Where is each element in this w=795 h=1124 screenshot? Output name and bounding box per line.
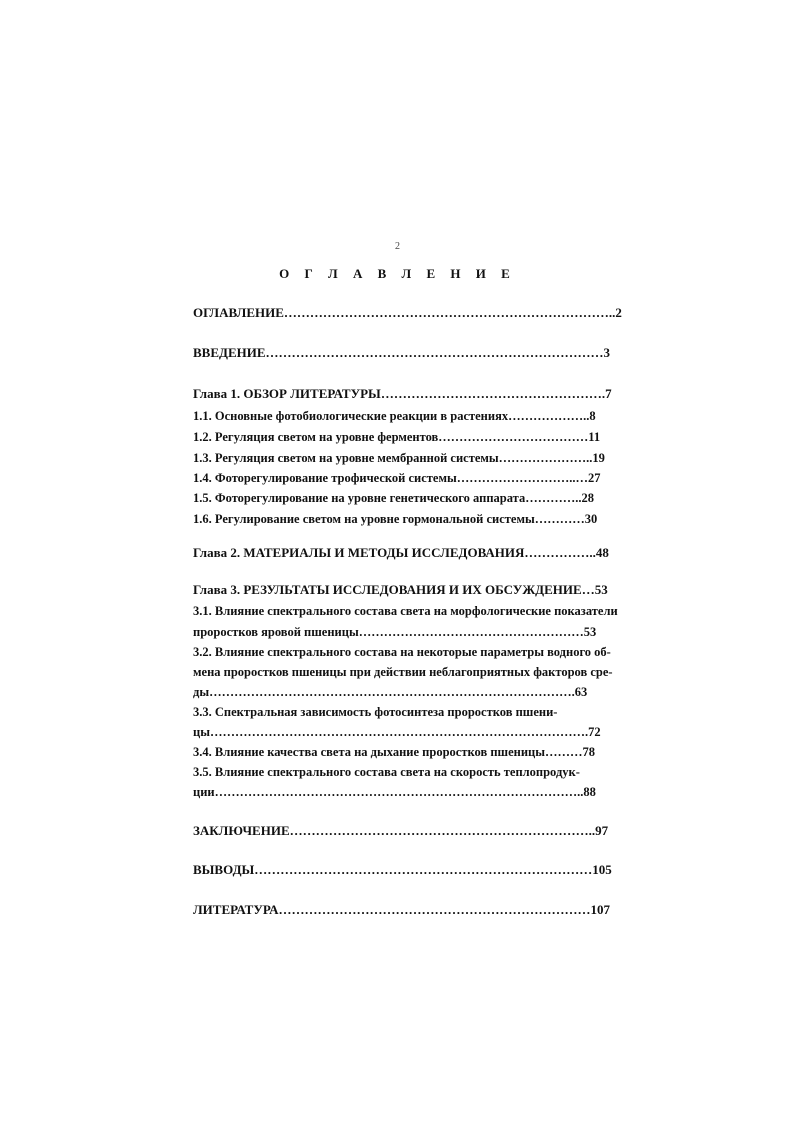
toc-entry-introduction: ВВЕДЕНИЕ……………………………………………………………………3 [193,345,611,360]
toc-entry-3-5-line-2: ции……………………………………………………………………………..88 [193,785,596,799]
toc-entry-1-5: 1.5. Фоторегулирование на уровне генетического аппарата…………..28 [193,491,594,505]
toc-entry-chapter-1: Глава 1. ОБЗОР ЛИТЕРАТУРЫ…………………………………………….7 [193,386,612,401]
toc-entry-chapter-3: Глава 3. РЕЗУЛЬТАТЫ ИССЛЕДОВАНИЯ И ИХ ОБСУЖДЕНИЕ…53 [193,582,608,597]
toc-entry-conclusion: ЗАКЛЮЧЕНИЕ……………………………………………………………..97 [193,823,609,838]
toc-entry-3-5-line-1: 3.5. Влияние спектрального состава света на скорость теплопродук- [193,765,580,779]
toc-entry-3-3-line-1: 3.3. Спектральная зависимость фотосинтеза проростков пшени- [193,705,558,719]
toc-entry-chapter-2: Глава 2. МАТЕРИАЛЫ И МЕТОДЫ ИССЛЕДОВАНИЯ……………..48 [193,545,609,560]
toc-entry-3-2-line-1: 3.2. Влияние спектрального состава на некоторые параметры водного об- [193,645,611,659]
page-number: 2 [395,241,400,252]
toc-entry-1-2: 1.2. Регуляция светом на уровне ферментов………………………………11 [193,430,601,444]
toc-entry-1-1: 1.1. Основные фотобиологические реакции в растениях………………..8 [193,409,596,423]
toc-entry-1-6: 1.6. Регулирование светом на уровне гормональной системы…………30 [193,512,598,526]
toc-entry-1-4: 1.4. Фоторегулирование трофической системы………………………..…27 [193,471,601,485]
toc-entry-findings: ВЫВОДЫ……………………………………………………………………105 [193,862,612,877]
toc-entry-references: ЛИТЕРАТУРА………………………………………………………………107 [193,902,611,917]
toc-entry-contents: ОГЛАВЛЕНИЕ…………………………………………………………………..2 [193,305,622,320]
toc-entry-3-2-line-2: мена проростков пшеницы при действии неблагоприятных факторов сре- [193,665,613,679]
toc-entry-1-3: 1.3. Регуляция светом на уровне мембранной системы…………………..19 [193,451,605,465]
toc-entry-3-1-line-2: проростков яровой пшеницы………………………………………………53 [193,625,597,639]
toc-entry-3-1-line-1: 3.1. Влияние спектрального состава света на морфологические показатели [193,604,618,618]
toc-entry-3-3-line-2: цы……………………………………………………………………………….72 [193,725,601,739]
toc-entry-3-4: 3.4. Влияние качества света на дыхание проростков пшеницы………78 [193,745,595,759]
toc-entry-3-2-line-3: ды…………………………………………………………………………….63 [193,685,588,699]
toc-heading: О Г Л А В Л Е Н И Е [279,266,516,281]
